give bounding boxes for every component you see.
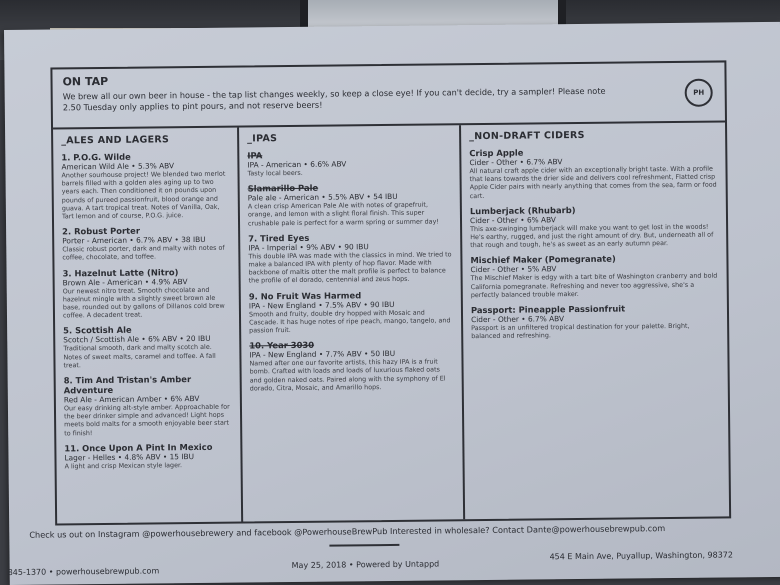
beer-description: This axe-swinging lumberjack will make you want to get lost in the woods! He's earthy, rugged, and just the right amount of dry. But, underneath all of that rough and tough, he's as sweet as an early autumn pear.	[470, 222, 714, 250]
beer-description: All natural craft apple cider with an exceptionally bright taste. With a profile that leans towards the drier side and delivers cool refreshment, Flatted crisp Apple Cider pairs with nearly anything that comes from the sea, farm or food cart.	[469, 164, 717, 200]
footer-divider	[329, 544, 399, 547]
beer-description: Our easy drinking alt-style amber. Approachable for the beer drinker simple and advanced! Light hops meets bold malts for a smooth enjoyable beer start to finish!	[63, 402, 230, 438]
beer-description: Passport is an unfiltered tropical destination for your palette. Bright, balanced and refreshing.	[471, 321, 690, 341]
beer-description: Traditional smooth, dark and malty scotch ale. Notes of sweet malts, caramel and toffee. A fall treat.	[63, 343, 216, 370]
beer-name: Mischief Maker (Pomegranate)	[470, 254, 616, 266]
beer-description: A clean crisp American Pale Ale with notes of grapefruit, orange, and lemon with a slight floral finish. This super crushable pale is perfect for a warm spring or summer day!	[247, 200, 439, 228]
beer-item	[63, 324, 231, 369]
beer-description: The Mischief Maker is edgy with a tart bite of Washington cranberry and bold California pomegranate. Refreshing and never too aggressive, she's a perfectly balanced trouble maker.	[470, 271, 718, 299]
beer-style: Lager - Helles • 4.8% ABV • 15 IBU	[64, 451, 195, 463]
footer-phone-site: 845-1370 • powerhousebrewpub.com	[7, 566, 160, 577]
beer-name: 11. Once Upon A Pint In Mexico	[64, 441, 213, 454]
beer-description: Tasty local beers.	[247, 168, 303, 178]
column-ipas	[239, 125, 465, 521]
column-ales-lagers	[53, 128, 243, 524]
beer-item	[249, 339, 454, 393]
beer-name: 5. Scottish Ale	[63, 325, 132, 336]
beer-style: IPA - New England • 7.7% ABV • 50 IBU	[249, 349, 396, 360]
beer-style: Cider - Other • 5% ABV	[470, 264, 557, 275]
beer-name: 10. Year 3030	[249, 340, 315, 351]
beer-style: IPA - New England • 7.5% ABV • 90 IBU	[248, 299, 395, 311]
beer-item	[64, 441, 232, 470]
beer-item	[470, 203, 718, 249]
beer-item	[62, 225, 230, 262]
beer-description: Classic robust porter, dark and malty with notes of coffee, chocolate, and toffee.	[62, 243, 225, 262]
board-header	[52, 62, 725, 129]
beer-item	[64, 374, 233, 438]
footer-social: Check us out on Instagram @powerhousebrewery and facebook @PowerhouseBrewPub Interested in wholesale? Contact Dante@powerhousebrewpub.com	[29, 523, 666, 540]
beer-description: Our newest nitro treat. Smooth chocolate and hazelnut mingle with a slightly sweet brown ale base, rounded out by gallons of Dillanos cold brew coffee. A decadent treat.	[62, 285, 225, 320]
beer-item	[248, 182, 452, 228]
beer-name: Crisp Apple	[469, 147, 524, 159]
beer-name: 3. Hazelnut Latte (Nitro)	[62, 266, 179, 279]
beer-name: 1. P.O.G. Wilde	[61, 151, 131, 163]
beer-style: Scotch / Scottish Ale • 6% ABV • 20 IBU	[63, 334, 211, 345]
beer-style: Cider - Other • 6.7% ABV	[469, 157, 563, 168]
beer-style: IPA - American • 6.6% ABV	[247, 159, 347, 170]
beer-style: Pale ale - American • 5.5% ABV • 54 IBU	[247, 192, 398, 203]
beer-description: This double IPA was made with the classics in mind. We tried to make a balanced IPA with plenty of hop flavor. Made with backbone of maltis otter the malt profile is perfect to balance the profile of el dorado, centennial and zeus hops.	[248, 250, 452, 285]
beer-name: IPA	[247, 150, 263, 161]
beer-style: Cider - Other • 6% ABV	[469, 215, 556, 225]
beer-item	[249, 289, 453, 335]
beer-item	[248, 231, 453, 285]
footer-date: May 25, 2018 • Powered by Untappd	[291, 559, 440, 571]
beer-style: Porter - American • 6.7% ABV • 38 IBU	[62, 235, 206, 246]
beer-description: Another sourhouse project! We blended two merlot barrels filled with a golden ales aging up to two years each. Then conditioned it on pounds upon pounds of pureed passionfruit, blood orange and guava. A tart tropical treat. Notes of Vanilla, Oak, Tart lemon and of course, P.O.G. juice.	[61, 169, 226, 221]
beer-item	[62, 266, 231, 320]
beer-description: Smooth and fruity, double dry hopped with Mosaic and Cascade. It has huge notes of ripe peach, mango, tangelo, and passion fruit.	[248, 308, 451, 335]
beer-style: IPA - Imperial • 9% ABV • 90 IBU	[248, 242, 369, 253]
footer-address: 454 E Main Ave, Puyallup, Washington, 98372	[549, 550, 734, 562]
beer-name: 7. Tired Eyes	[248, 232, 310, 244]
beer-item	[471, 303, 719, 341]
beer-name: 8. Tim And Tristan's Amber Adventure	[63, 374, 192, 396]
brewery-logo-icon: PH	[685, 79, 713, 107]
board-title: ON TAP	[62, 74, 109, 89]
beer-item	[61, 151, 230, 221]
column-heading: _NON-DRAFT CIDERS	[469, 129, 585, 143]
column-heading: _ALES AND LAGERS	[61, 134, 170, 147]
beer-name: 9. No Fruit Was Harmed	[248, 289, 362, 302]
tap-list-board	[50, 60, 731, 525]
board-description: We brew all our own beer in house - the tap list changes weekly, so keep a close eye! If you can't decide, try a sampler! Please note 2.50 Tuesday only applies to pint pours, and not reserve beers!	[62, 85, 606, 113]
beer-item	[470, 253, 718, 299]
beer-style: American Wild Ale • 5.3% ABV	[61, 161, 175, 172]
beer-style: Brown Ale - American • 4.9% ABV	[62, 276, 188, 288]
column-heading: _IPAS	[247, 133, 278, 145]
beer-style: Red Ale - American Amber • 6% ABV	[63, 394, 200, 405]
beer-item	[469, 146, 718, 200]
beer-name: Passport: Pineapple Passionfruit	[470, 303, 626, 316]
tap-list-paper	[4, 22, 780, 585]
beer-description: Named after one our favorite artists, this hazy IPA is a fruit bomb. Crafted with loads and loads of luxurious flaked oats and golden naked oats. Paired along with the symphony of El dorado, Citra, Mosaic, and Amarillo hops.	[249, 357, 446, 393]
beer-name: Slamarillo Pale	[247, 182, 319, 194]
column-ciders	[461, 122, 729, 519]
beer-style: Cider - Other • 6.7% ABV	[471, 314, 565, 325]
beer-item	[247, 148, 451, 177]
beer-description: A light and crisp Mexican style lager.	[64, 461, 183, 471]
beer-name: 2. Robust Porter	[62, 225, 140, 237]
beer-name: Lumberjack (Rhubarb)	[469, 204, 576, 216]
